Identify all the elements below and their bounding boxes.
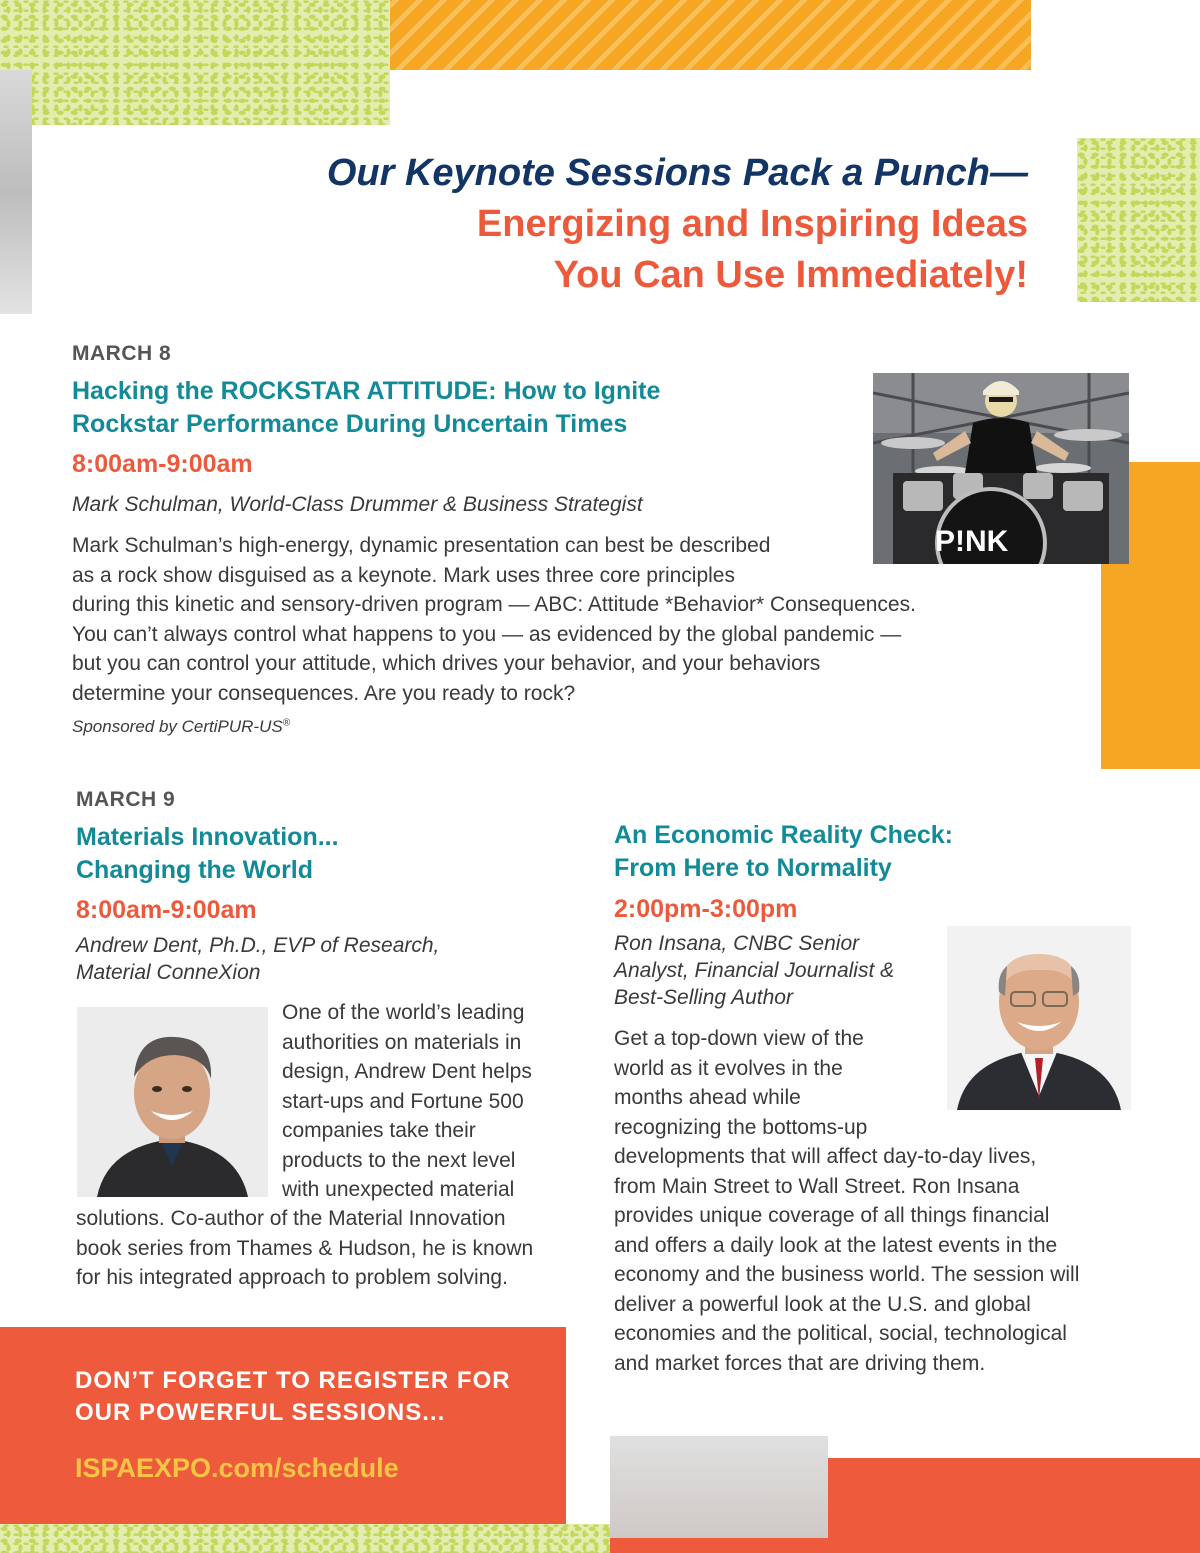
green-pattern-top-right xyxy=(1077,138,1200,302)
session2-body-line: with unexpected material xyxy=(282,1178,515,1201)
session3-body-line: months ahead while xyxy=(614,1086,801,1109)
session1-title-line-1: Hacking the ROCKSTAR ATTITUDE: How to Ignite xyxy=(72,377,661,405)
headline-line-1: Our Keynote Sessions Pack a Punch— xyxy=(326,152,1028,194)
session1-time: 8:00am-9:00am xyxy=(72,450,253,478)
session3-body-line: and offers a daily look at the latest events in the xyxy=(614,1233,1058,1257)
session3-body-line: economy and the business world. The session will xyxy=(614,1263,1080,1286)
session1-title xyxy=(72,375,660,441)
session2-body-line: authorities on materials in xyxy=(282,1030,522,1054)
session2-title-line-2: Changing the World xyxy=(76,856,314,884)
session1-body-line: but you can control your attitude, which drives your behavior, and your behaviors xyxy=(72,652,821,675)
session3-body-line: world as it evolves in the xyxy=(614,1056,843,1080)
session2-body-wide xyxy=(76,1204,533,1293)
session3-title-line-2: From Here to Normality xyxy=(614,854,892,882)
session3-body-line: deliver a powerful look at the U.S. and global xyxy=(614,1292,1031,1316)
session3-speaker-line: Ron Insana, CNBC Senior xyxy=(614,932,860,955)
register-callout xyxy=(75,1365,511,1429)
session2-body-line: One of the world’s leading xyxy=(282,1001,525,1024)
session2-body-line: start-ups and Fortune 500 xyxy=(282,1089,524,1113)
green-pattern-top-left xyxy=(0,0,390,125)
session3-speaker-line: Best-Selling Author xyxy=(614,986,793,1009)
session3-time: 2:00pm-3:00pm xyxy=(614,895,798,923)
session2-body-narrow xyxy=(282,998,532,1205)
session2-date: MARCH 9 xyxy=(76,788,176,811)
session3-body-line: and market forces that are driving them. xyxy=(614,1351,986,1375)
session2-body-line: design, Andrew Dent helps xyxy=(282,1060,532,1083)
session2-title xyxy=(76,821,339,887)
headline-line-2: Energizing and Inspiring Ideas xyxy=(476,203,1028,245)
session1-speaker: Mark Schulman, World-Class Drummer & Business Strategist xyxy=(72,493,643,516)
register-callout-line-1: DON’T FORGET TO REGISTER FOR xyxy=(75,1367,511,1394)
drum-logo-text: P!NK xyxy=(935,525,1009,558)
session3-body-narrow xyxy=(614,1024,1079,1378)
session3-body-line: provides unique coverage of all things financial xyxy=(614,1204,1050,1227)
session2-body-line: book series from Thames & Hudson, he is known xyxy=(76,1236,534,1260)
session2-title-line-1: Materials Innovation... xyxy=(76,823,339,851)
session3-body-line: economies and the political, social, technological xyxy=(614,1322,1067,1345)
gray-texture-left xyxy=(0,70,32,314)
schedule-link[interactable]: ISPAEXPO.com/schedule xyxy=(75,1453,399,1483)
session1-title-line-2: Rockstar Performance During Uncertain Times xyxy=(72,410,628,438)
session3-title xyxy=(614,819,953,885)
headline-line-3: You Can Use Immediately! xyxy=(553,254,1028,296)
session3-speaker xyxy=(614,930,894,1011)
session2-body-line: for his integrated approach to problem solving. xyxy=(76,1266,508,1289)
session1-body-line: You can’t always control what happens to you — as evidenced by the global pandemic — xyxy=(72,622,902,646)
session1-date: MARCH 8 xyxy=(72,342,172,365)
session2-body-line: solutions. Co-author of the Material Innovation xyxy=(76,1207,506,1230)
drummer-photo xyxy=(873,373,1129,564)
session1-body-line: as a rock show disguised as a keynote. Mark uses three core principles xyxy=(72,563,735,587)
andrew-dent-photo xyxy=(77,1007,268,1197)
session3-body-line: from Main Street to Wall Street. Ron Insana xyxy=(614,1174,1020,1198)
session2-speaker xyxy=(76,932,439,986)
session1-body xyxy=(72,531,916,708)
session3-speaker-line: Analyst, Financial Journalist & xyxy=(614,959,895,982)
registered-mark: ® xyxy=(282,717,291,729)
session1-body-line: during this kinetic and sensory-driven program — ABC: Attitude *Behavior* Consequences. xyxy=(72,593,916,616)
session3-title-line-1: An Economic Reality Check: xyxy=(614,821,953,849)
session2-speaker-line-1: Andrew Dent, Ph.D., EVP of Research, xyxy=(76,934,440,957)
session2-body-line: companies take their xyxy=(282,1119,476,1142)
session2-body-line: products to the next level xyxy=(282,1148,516,1172)
sponsor-text: Sponsored by CertiPUR-US xyxy=(72,717,283,736)
session1-body-line: determine your consequences. Are you ready to rock? xyxy=(72,681,576,705)
session3-body-line: developments that will affect day-to-day lives, xyxy=(614,1145,1037,1168)
session2-speaker-line-2: Material ConneXion xyxy=(76,961,261,984)
session2-time: 8:00am-9:00am xyxy=(76,896,257,924)
register-callout-line-2: OUR POWERFUL SESSIONS... xyxy=(75,1399,446,1426)
green-pattern-bottom xyxy=(0,1524,610,1553)
session3-body-line: recognizing the bottoms-up xyxy=(614,1115,868,1139)
gray-texture-bottom xyxy=(610,1436,828,1538)
session1-body-line: Mark Schulman’s high-energy, dynamic presentation can best be described xyxy=(72,534,771,557)
page-headline xyxy=(327,148,1028,301)
session3-body-line: Get a top-down view of the xyxy=(614,1027,864,1050)
session1-sponsor xyxy=(72,717,290,737)
